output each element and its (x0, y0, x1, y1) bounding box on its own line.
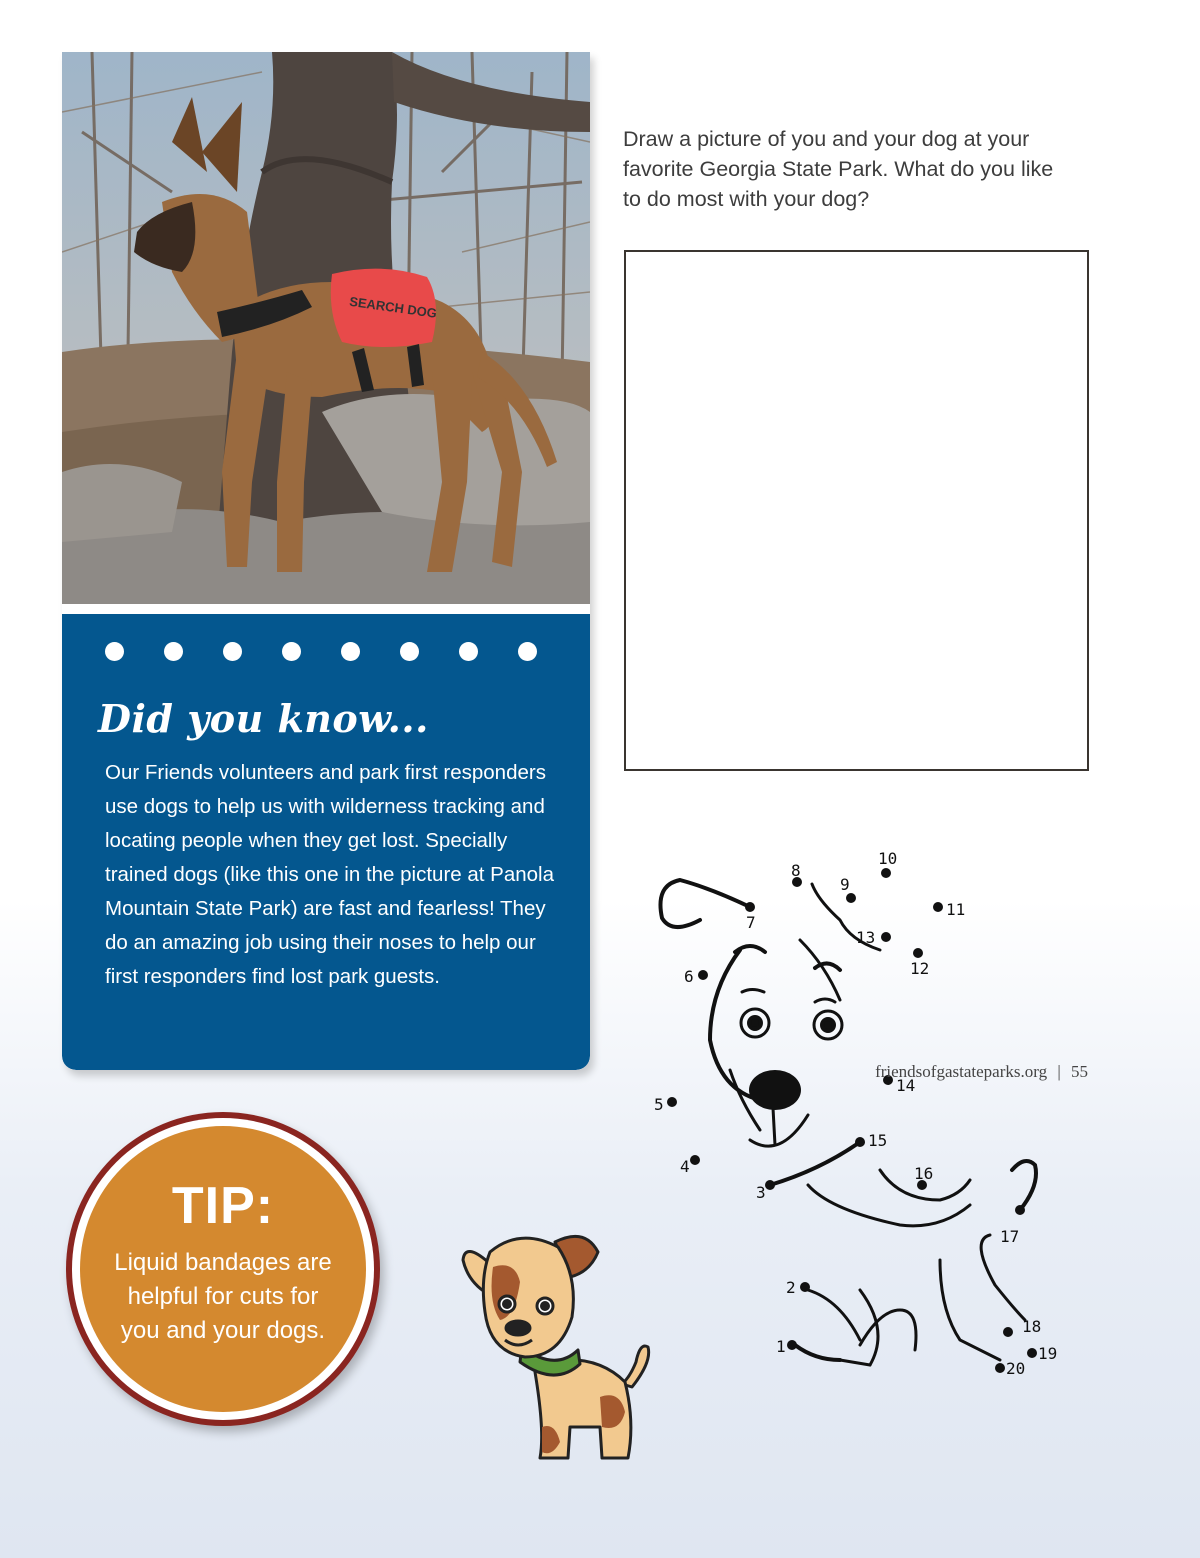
dot-number: 15 (868, 1131, 888, 1150)
dot-icon (400, 642, 419, 661)
dot-number: 14 (896, 1076, 916, 1095)
dot-number: 5 (654, 1095, 664, 1114)
tip-title: TIP: (171, 1177, 275, 1235)
drawing-box[interactable] (624, 250, 1089, 771)
dot-icon (341, 642, 360, 661)
did-you-know-card (62, 52, 590, 1070)
dot-number: 8 (791, 861, 801, 880)
dot-number: 20 (1006, 1359, 1026, 1378)
did-you-know-title: Did you know... (98, 696, 429, 741)
dot-number: 3 (756, 1183, 766, 1202)
dot-icon (518, 642, 537, 661)
dot-icon (223, 642, 242, 661)
dot-icon (105, 642, 124, 661)
search-dog-photo (62, 52, 590, 606)
dot-number: 1 (776, 1337, 786, 1356)
dot-number: 9 (840, 875, 850, 894)
dot-number: 12 (910, 959, 930, 978)
vest-label: SEARCH DOG (348, 293, 438, 321)
dot-number: 7 (746, 913, 756, 932)
tip-text: Liquid bandages are helpful for cuts for you and your dogs. (114, 1249, 332, 1344)
did-you-know-panel (62, 614, 590, 1070)
dot-number: 6 (684, 967, 694, 986)
footer-separator: | (1057, 1062, 1061, 1081)
dot-number: 18 (1022, 1317, 1042, 1336)
dot-number: 11 (946, 900, 966, 919)
dot-icon (282, 642, 301, 661)
page-footer (820, 1062, 1088, 1082)
page-number: 55 (1071, 1062, 1088, 1081)
dot-icon (459, 642, 478, 661)
dot-icon (164, 642, 183, 661)
cartoon-dog-illustration (460, 1222, 660, 1477)
did-you-know-text: Our Friends volunteers and park first responders use dogs to help us with wilderness tracking and locating people when they get lost. Specially trained dogs (like this one in the picture at Panola Mountain State Park) are fast and fearless! They do an amazing job using their noses to help our first responders find lost park guests. (105, 761, 554, 988)
tip-badge (66, 1112, 380, 1426)
dot-number: 2 (786, 1278, 796, 1297)
dot-number: 16 (914, 1164, 934, 1183)
dot-number: 17 (1000, 1227, 1020, 1246)
dot-number: 19 (1038, 1344, 1058, 1363)
footer-site: friendsofgastateparks.org (875, 1062, 1048, 1081)
decorative-dots (105, 642, 545, 662)
dot-number: 4 (680, 1157, 690, 1176)
dot-to-dot-dog-puzzle (640, 840, 1080, 1378)
drawing-prompt: Draw a picture of you and your dog at your favorite Georgia State Park. What do you like to do most with your dog? (623, 127, 1054, 211)
dot-number: 13 (856, 928, 876, 947)
dot-number: 10 (878, 849, 898, 868)
